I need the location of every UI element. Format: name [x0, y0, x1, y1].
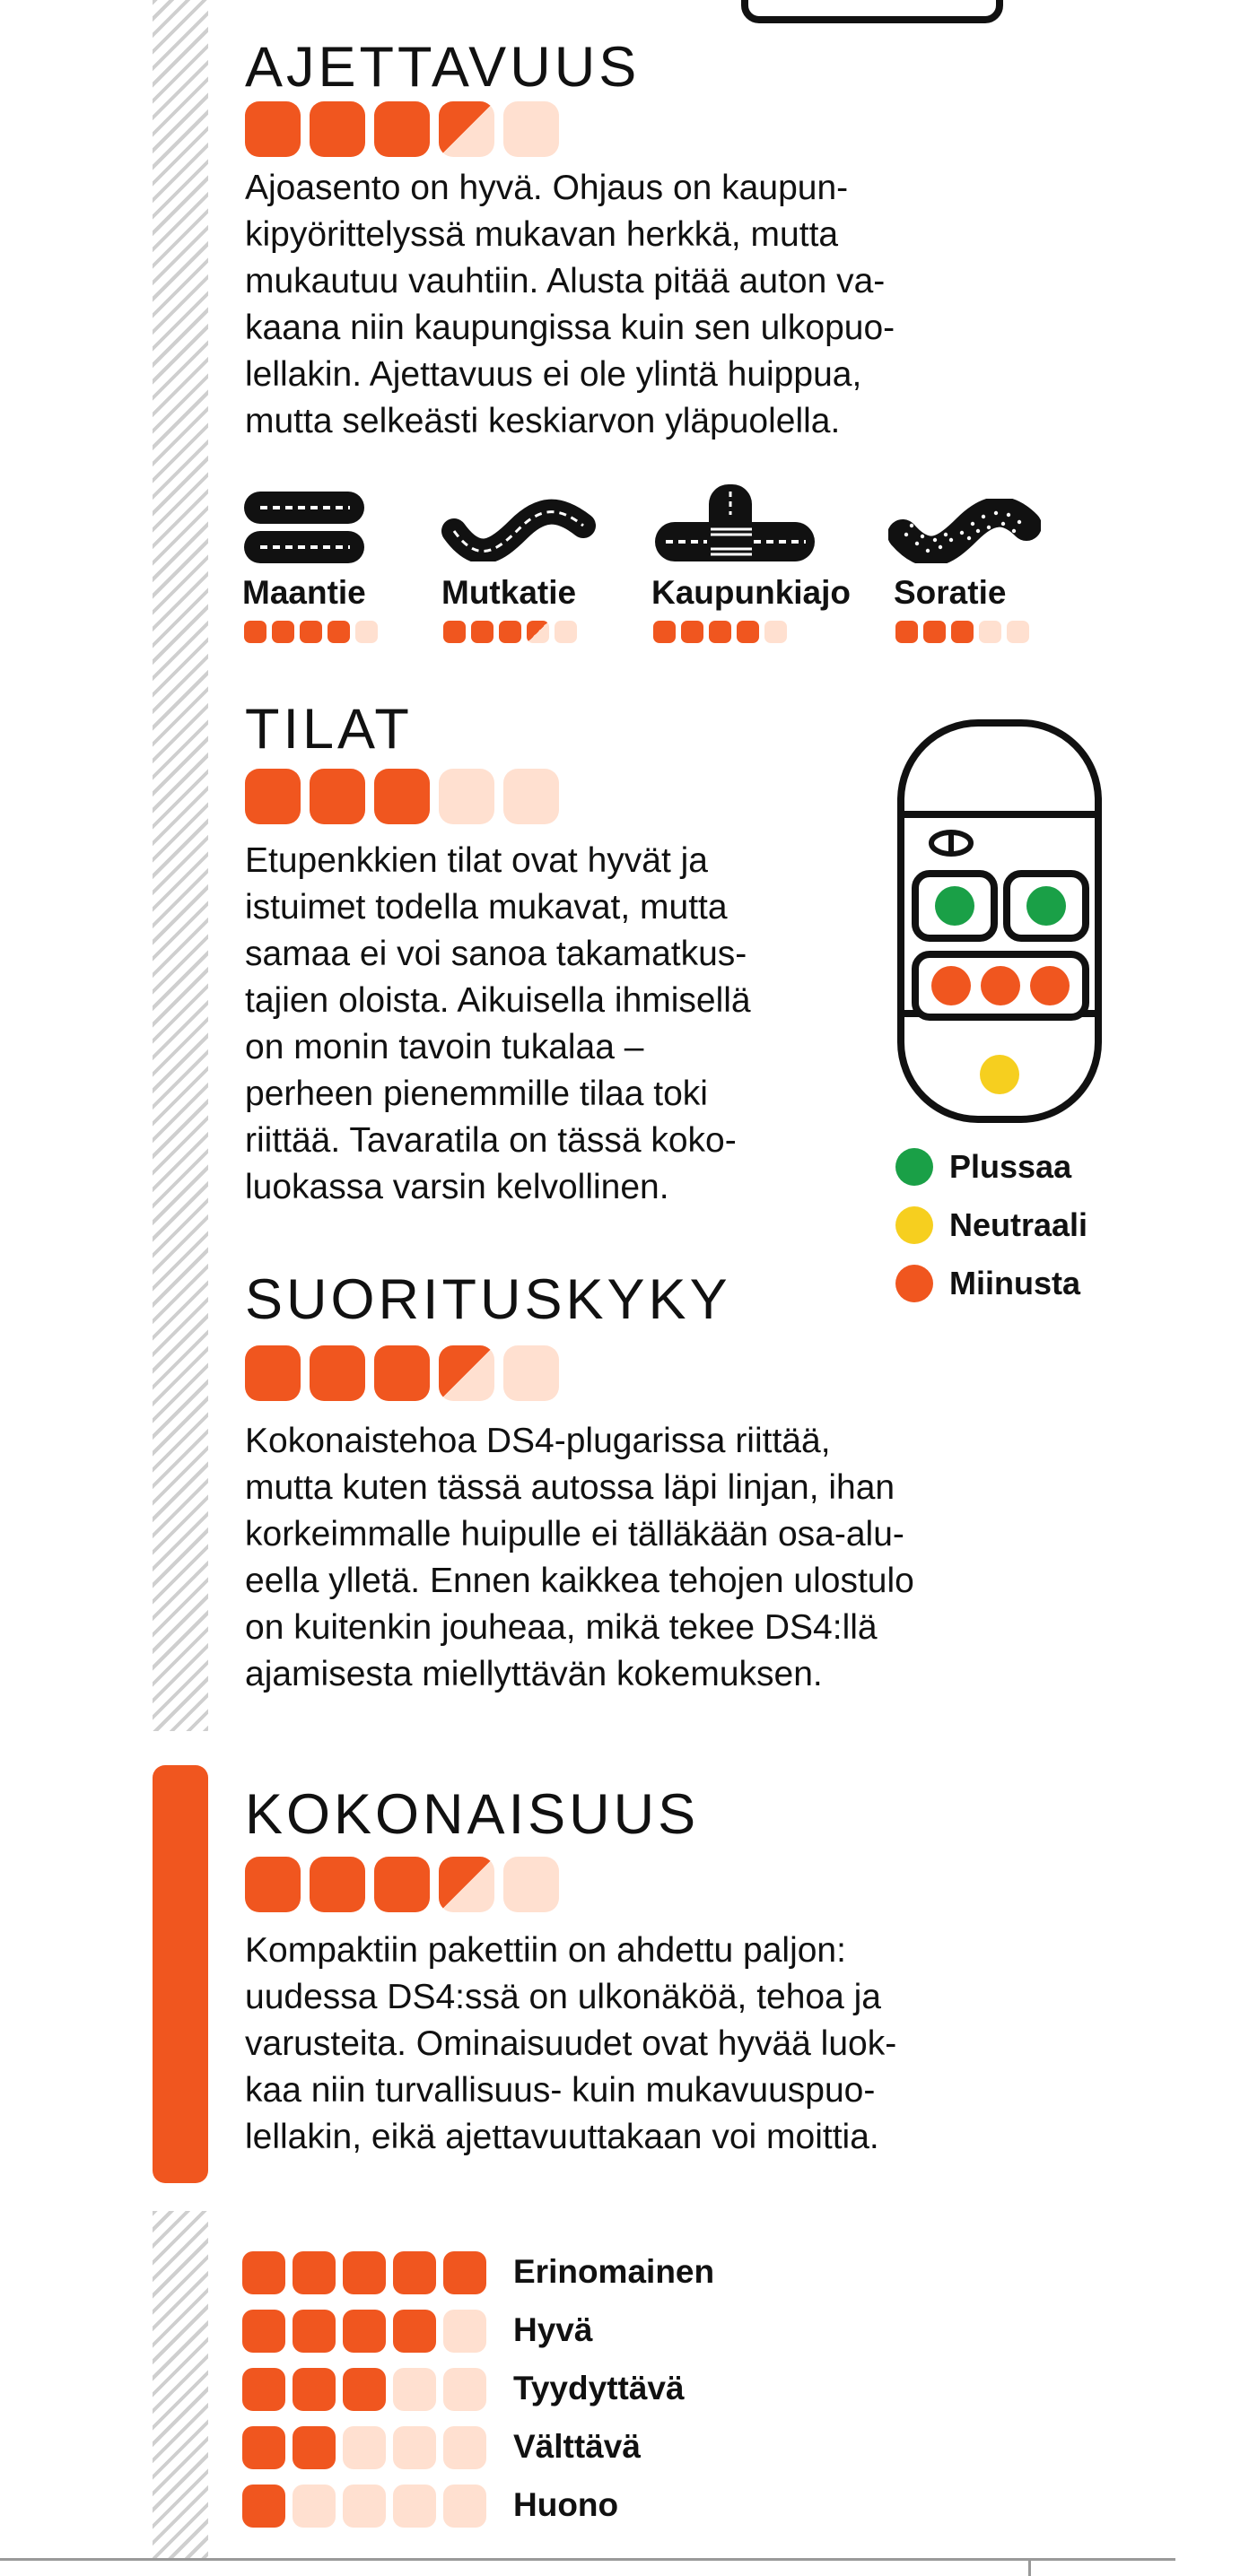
rating-square-full [471, 621, 493, 643]
rating-square-full [443, 621, 466, 643]
rating-mutkatie [443, 621, 577, 643]
rating-square-full [374, 1345, 430, 1401]
rating-square-empty [443, 2368, 486, 2411]
text-line: samaa ei voi sanoa takamatkus- [245, 935, 747, 973]
seat-front-left-dot [935, 886, 974, 926]
rating-square-full [242, 2426, 285, 2469]
rating-square-full [293, 2426, 336, 2469]
bottom-rule-tick [1028, 2558, 1031, 2576]
rating-square-full [328, 621, 350, 643]
rating-maantie [244, 621, 378, 643]
rating-ajettavuus [245, 101, 559, 157]
rating-square-half [439, 101, 494, 157]
text-line: uudessa DS4:ssä on ulkonäköä, tehoa ja [245, 1978, 881, 2016]
section-text-tilat [245, 838, 751, 1211]
rating-square-empty [503, 1345, 559, 1401]
rating-square-full [374, 769, 430, 824]
rating-kokonaisuus [245, 1857, 559, 1912]
rating-square-full [393, 2251, 436, 2294]
rating-square-full [244, 621, 266, 643]
rating-square-full [343, 2251, 386, 2294]
text-line: lellakin, eikä ajettavuuttakaan voi moittia. [245, 2118, 879, 2156]
text-line: Ajoasento on hyvä. Ohjaus on kaupun- [245, 169, 849, 207]
rating-legend-tyydyttava [242, 2368, 486, 2411]
rating-legend-label-erinomainen: Erinomainen [513, 2253, 715, 2290]
legend-plus-dot [895, 1148, 933, 1186]
rating-square-full [343, 2368, 386, 2411]
rating-square-empty [1007, 621, 1029, 643]
section-title-tilat: TILAT [245, 698, 413, 761]
rating-square-full [293, 2310, 336, 2353]
rating-legend-label-hyva: Hyvä [513, 2311, 593, 2348]
text-line: kipyörittelyssä mukavan herkkä, mutta [245, 215, 839, 254]
rating-square-empty [343, 2426, 386, 2469]
section-title-ajettavuus: AJETTAVUUS [245, 36, 641, 99]
rating-square-half [527, 621, 549, 643]
rating-kaupunkiajo [653, 621, 787, 643]
text-line: Kokonaistehoa DS4-plugarissa riittää, [245, 1422, 831, 1460]
legend-minus-dot [895, 1265, 933, 1302]
rating-square-full [393, 2310, 436, 2353]
text-line: kaa niin turvallisuus- kuin mukavuuspuo- [245, 2071, 876, 2110]
road-label-soratie: Soratie [894, 574, 1007, 611]
rating-square-half [439, 1857, 494, 1912]
rating-square-full [310, 1857, 365, 1912]
rating-square-full [681, 621, 703, 643]
rating-square-full [245, 1345, 301, 1401]
text-line: mukautuu vauhtiin. Alusta pitää auton va- [245, 262, 886, 300]
city-road-icon [653, 483, 818, 565]
rating-square-full [245, 769, 301, 824]
text-line: eella ylletä. Ennen kaikkea tehojen ulostulo [245, 1562, 914, 1600]
hatched-margin-top [153, 0, 208, 1731]
summary-highlight-bar [153, 1765, 208, 2183]
rating-square-full [242, 2368, 285, 2411]
rating-square-full [709, 621, 731, 643]
text-line: istuimet todella mukavat, mutta [245, 888, 728, 927]
text-line: perheen pienemmille tilaa toki [245, 1075, 708, 1113]
rating-legend-valttava [242, 2426, 486, 2469]
winding-road-icon [441, 499, 596, 561]
rating-square-empty [503, 101, 559, 157]
section-text-kokonaisuus [245, 1928, 896, 2161]
rating-square-half [439, 1345, 494, 1401]
rating-square-empty [979, 621, 1001, 643]
rating-square-empty [355, 621, 378, 643]
rating-square-full [242, 2310, 285, 2353]
car-seat-diagram [895, 718, 1104, 1125]
section-text-suorituskyky [245, 1418, 914, 1698]
legend-neutral: Neutraali [895, 1206, 1087, 1244]
text-line: on kuitenkin jouheaa, mikä tekee DS4:llä [245, 1608, 878, 1647]
seat-rear-left-dot [931, 966, 971, 1005]
rating-square-full [737, 621, 759, 643]
text-line: varusteita. Ominaisuudet ovat hyvää luok- [245, 2024, 897, 2063]
rating-square-full [310, 1345, 365, 1401]
rating-square-full [245, 101, 301, 157]
rating-square-full [310, 101, 365, 157]
rating-square-empty [439, 769, 494, 824]
rating-square-full [242, 2251, 285, 2294]
highway-icon [242, 490, 368, 565]
rating-square-empty [555, 621, 577, 643]
rating-legend-hyva [242, 2310, 486, 2353]
legend-minus: Miinusta [895, 1265, 1080, 1302]
seat-front-right-dot [1026, 886, 1066, 926]
rating-square-empty [393, 2426, 436, 2469]
text-line: Etupenkkien tilat ovat hyvät ja [245, 841, 708, 880]
trunk-dot [980, 1055, 1019, 1094]
text-line: Kompaktiin pakettiin on ahdettu paljon: [245, 1931, 846, 1970]
rating-square-full [653, 621, 676, 643]
rating-square-empty [443, 2485, 486, 2528]
rating-square-empty [393, 2485, 436, 2528]
rating-legend-label-valttava: Välttävä [513, 2428, 641, 2465]
rating-soratie [895, 621, 1029, 643]
rating-square-full [343, 2310, 386, 2353]
rating-square-full [242, 2485, 285, 2528]
rating-square-empty [293, 2485, 336, 2528]
text-line: korkeimmalle huipulle ei tälläkään osa-alu- [245, 1515, 904, 1553]
rating-square-empty [443, 2310, 486, 2353]
rating-square-full [374, 101, 430, 157]
rating-square-full [923, 621, 946, 643]
rating-square-full [293, 2251, 336, 2294]
rating-legend-erinomainen [242, 2251, 486, 2294]
rating-square-full [310, 769, 365, 824]
rating-suorituskyky [245, 1345, 559, 1401]
seat-rear-right-dot [1030, 966, 1070, 1005]
rating-square-full [272, 621, 294, 643]
text-line: tajien oloista. Aikuisella ihmisellä [245, 981, 751, 1020]
rating-square-empty [764, 621, 787, 643]
rating-square-full [895, 621, 918, 643]
rating-square-full [245, 1857, 301, 1912]
rating-legend-label-huono: Huono [513, 2486, 619, 2523]
section-title-suorituskyky: SUORITUSKYKY [245, 1268, 731, 1331]
section-text-ajettavuus [245, 165, 895, 445]
rating-square-empty [393, 2368, 436, 2411]
road-label-maantie: Maantie [242, 574, 366, 611]
rating-square-empty [503, 769, 559, 824]
rating-square-empty [503, 1857, 559, 1912]
rating-square-full [374, 1857, 430, 1912]
legend-neutral-dot [895, 1206, 933, 1244]
rating-legend-huono [242, 2485, 486, 2528]
road-label-kaupunkiajo: Kaupunkiajo [651, 574, 852, 611]
text-line: lellakin. Ajettavuus ei ole ylintä huippua, [245, 355, 862, 394]
rating-square-full [443, 2251, 486, 2294]
rating-tilat [245, 769, 559, 824]
text-line: mutta selkeästi keskiarvon yläpuolella. [245, 402, 841, 440]
rating-square-empty [343, 2485, 386, 2528]
gravel-road-icon [888, 499, 1041, 563]
rating-square-full [300, 621, 322, 643]
rating-square-empty [443, 2426, 486, 2469]
rating-square-full [293, 2368, 336, 2411]
rating-square-full [499, 621, 521, 643]
bottom-rule [0, 2558, 1175, 2561]
road-label-mutkatie: Mutkatie [441, 574, 577, 611]
text-line: kaana niin kaupungissa kuin sen ulkopuo- [245, 309, 895, 347]
section-title-kokonaisuus: KOKONAISUUS [245, 1783, 700, 1846]
text-line: on monin tavoin tukalaa – [245, 1028, 644, 1066]
seat-rear-middle-dot [981, 966, 1020, 1005]
rating-square-full [951, 621, 974, 643]
rating-legend-label-tyydyttava: Tyydyttävä [513, 2370, 685, 2406]
legend-plus: Plussaa [895, 1148, 1071, 1186]
hatched-margin-bottom [153, 2211, 208, 2558]
top-graphic-fragment [741, 0, 1003, 23]
text-line: luokassa varsin kelvollinen. [245, 1168, 669, 1206]
text-line: ajamisesta miellyttävän kokemuksen. [245, 1655, 823, 1693]
text-line: mutta kuten tässä autossa läpi linjan, ihan [245, 1468, 895, 1507]
text-line: riittää. Tavaratila on tässä koko- [245, 1121, 737, 1160]
